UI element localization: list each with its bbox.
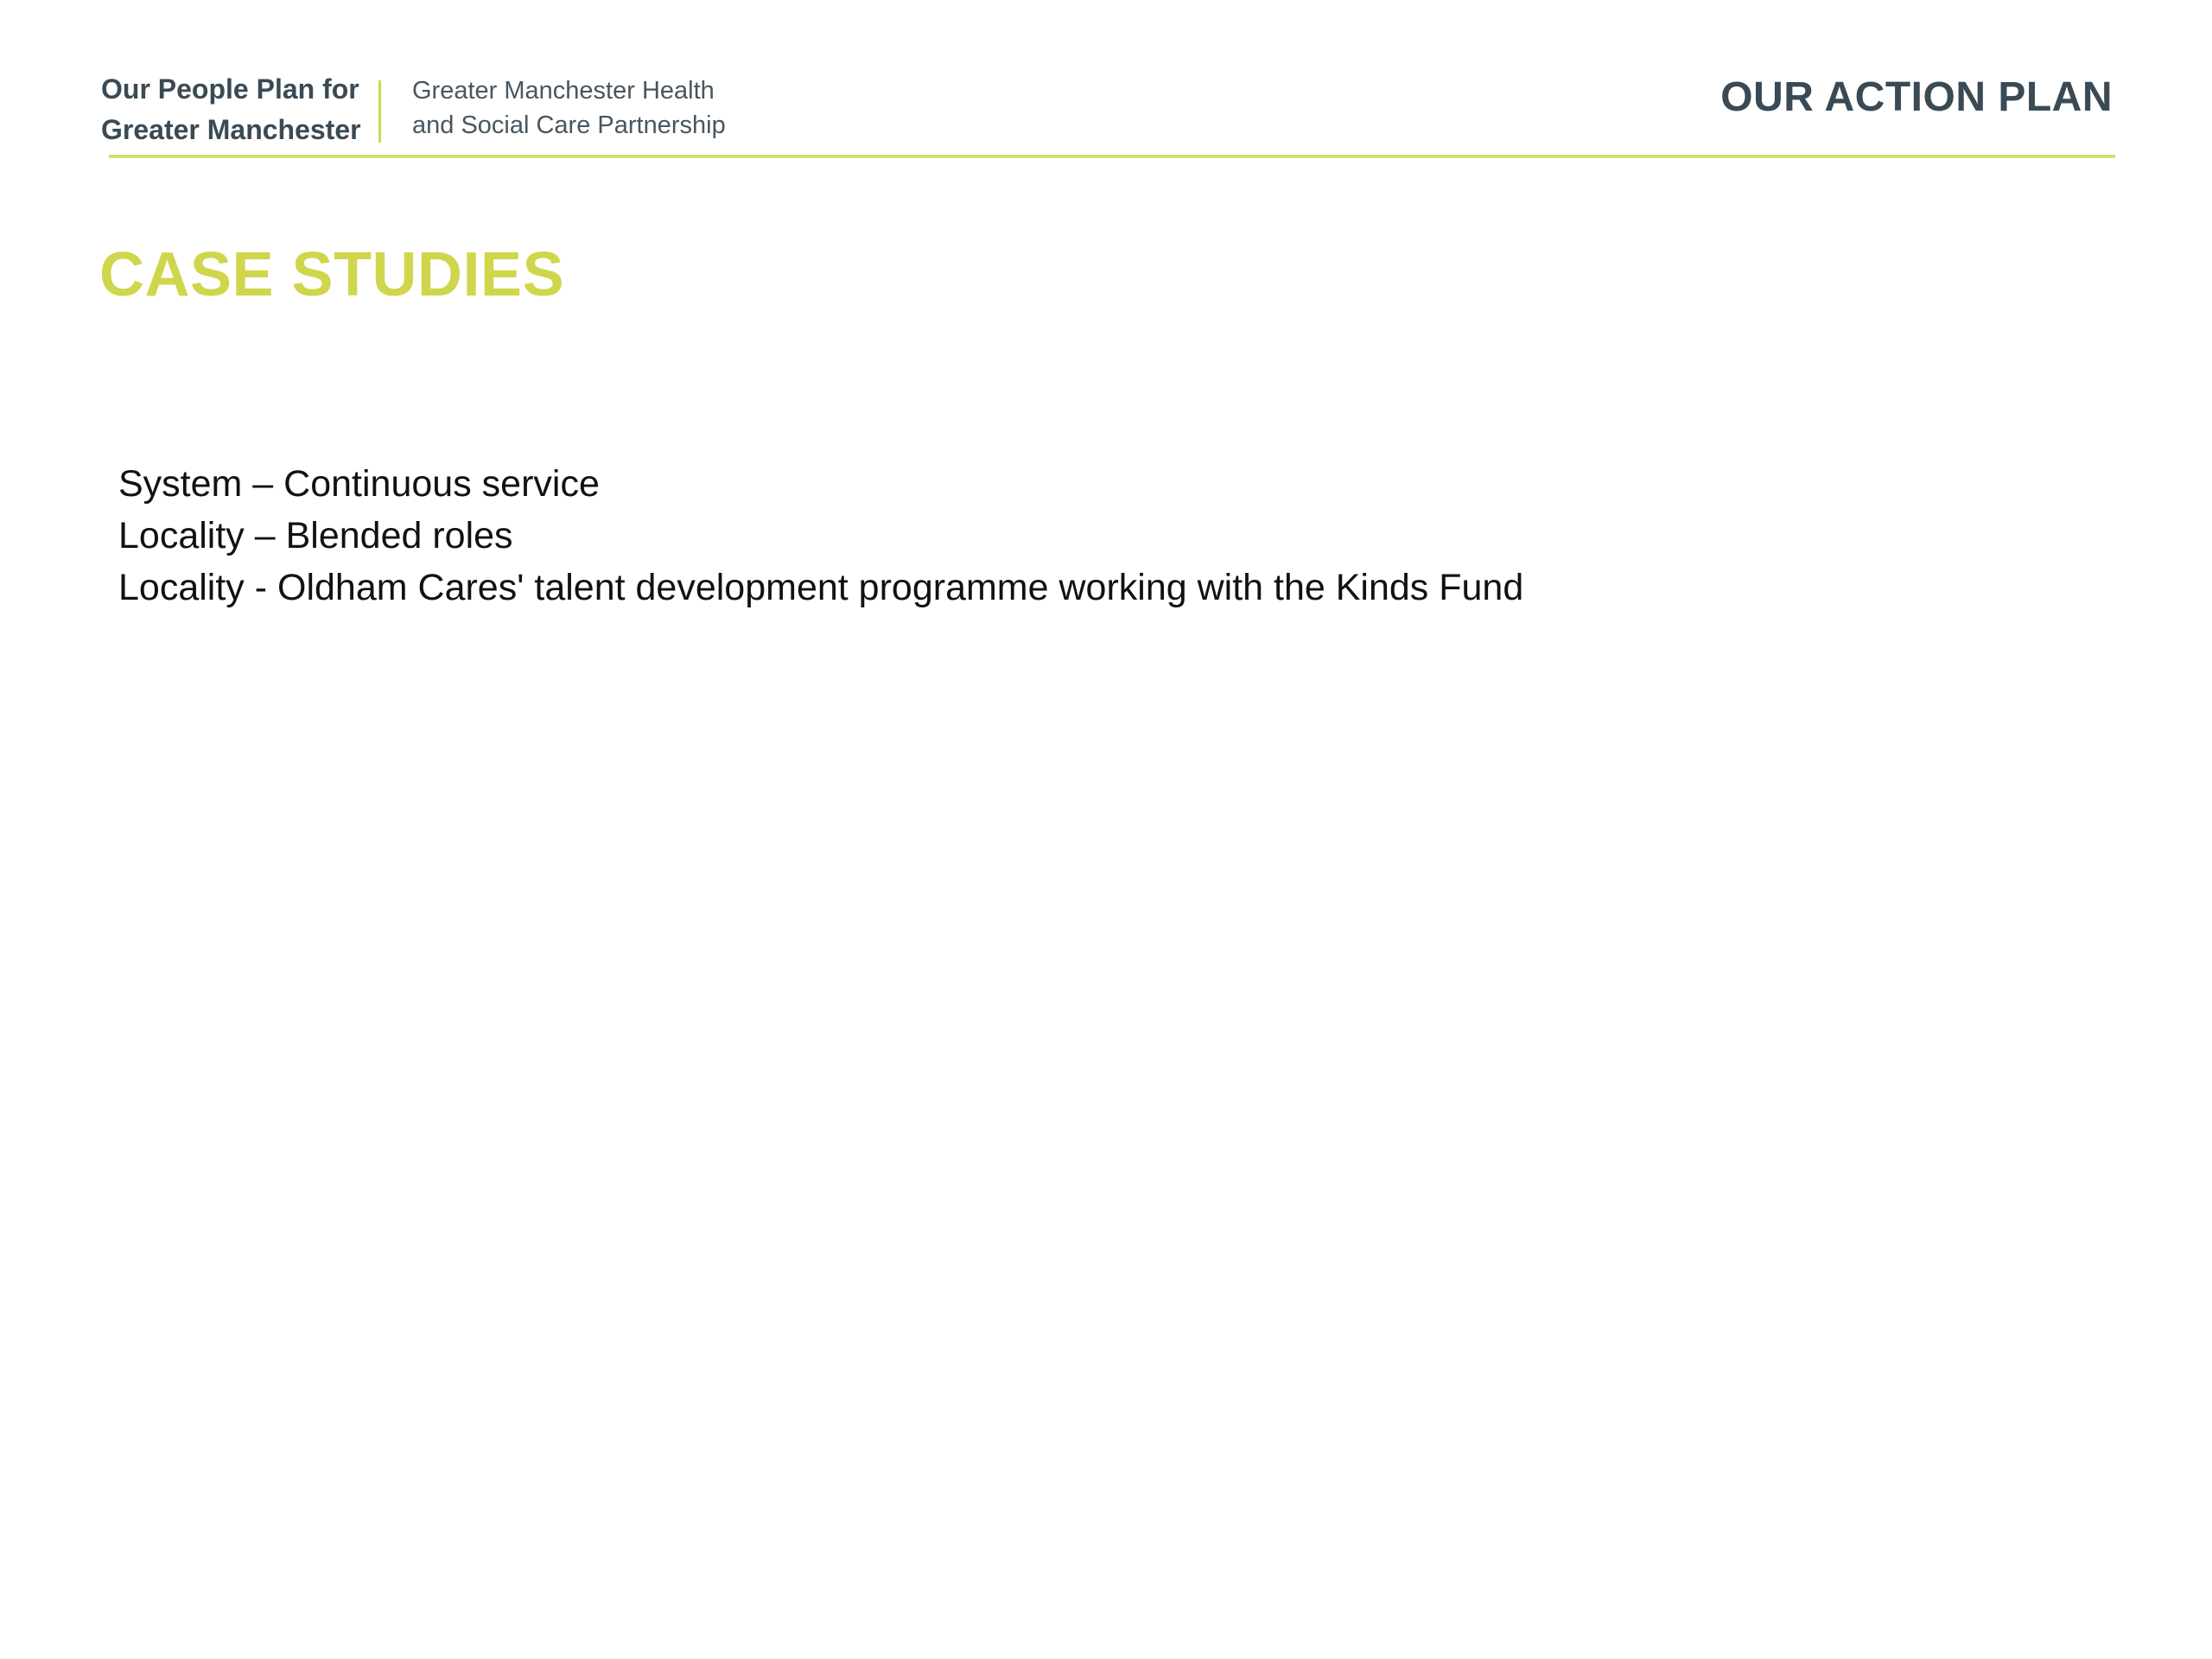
header-divider xyxy=(378,80,381,143)
partnership-name xyxy=(412,73,775,143)
case-study-item: Locality – Blended roles xyxy=(118,515,513,556)
case-study-list xyxy=(118,458,2063,613)
case-study-item: System – Continuous service xyxy=(118,463,600,505)
plan-title-line-2: Greater Manchester xyxy=(101,114,361,145)
page-header xyxy=(0,0,2212,164)
plan-title-line-1: Our People Plan for xyxy=(101,73,359,105)
case-study-item: Locality - Oldham Cares' talent development programme working with the Kinds Fund xyxy=(118,567,1524,608)
partnership-line-2: and Social Care Partnership xyxy=(412,111,726,139)
section-label: OUR ACTION PLAN xyxy=(1720,74,2113,120)
header-rule xyxy=(109,155,2115,158)
partnership-line-1: Greater Manchester Health xyxy=(412,77,715,105)
plan-title xyxy=(101,69,378,150)
page-title: CASE STUDIES xyxy=(99,240,565,309)
